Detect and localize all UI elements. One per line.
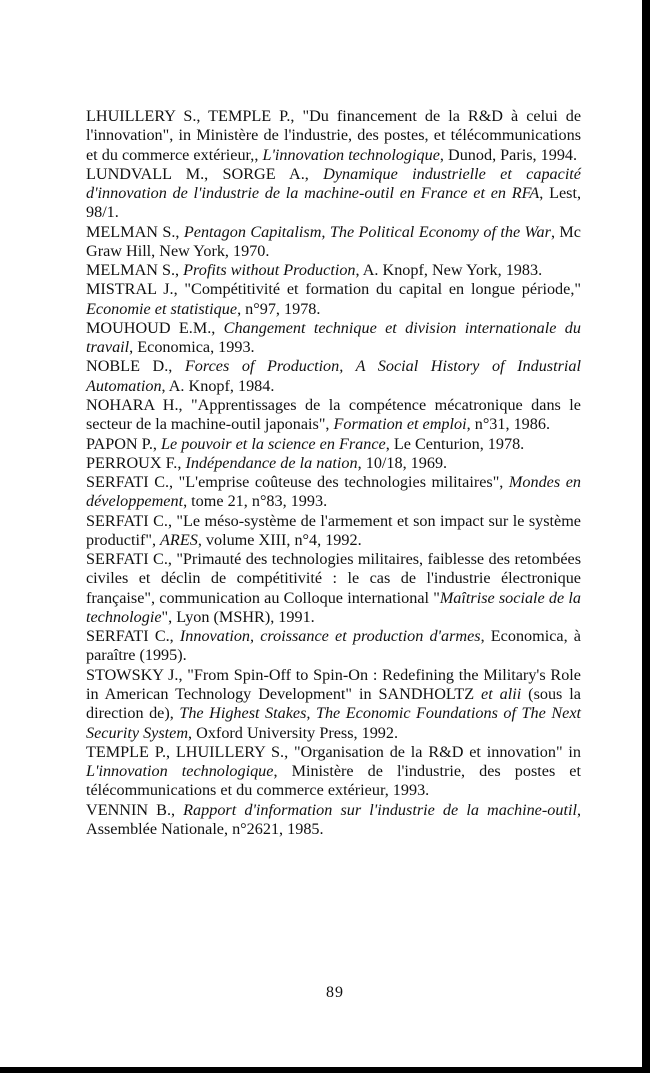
entry-text: , Le Centurion, 1978.	[385, 434, 525, 453]
entry-text: (sous la direction de),	[86, 684, 581, 723]
entry-title-italic: Profits without Production	[183, 261, 356, 280]
entry-text: LHUILLERY S., TEMPLE P., "Du financement de la R&D à celui de l'innovation", in Ministère de l'industrie, des postes, et télécommunications et du commerce extérieur,,	[86, 107, 581, 164]
entry-text: , Ministère de l'industrie, des postes et télécommunications et du commerce extérieur, 1993.	[86, 762, 581, 800]
entry-text: VENNIN B.,	[86, 800, 184, 819]
bibliography-entry	[86, 107, 581, 165]
bibliography-entry	[86, 319, 581, 358]
bibliography-entry	[86, 627, 581, 666]
entry-text: , A. Knopf, 1984.	[161, 376, 275, 395]
entry-title-italic: The Highest Stakes, The Economic Foundations of The Next Security System	[86, 704, 582, 742]
entry-title-italic: Mondes en développement	[86, 473, 582, 511]
bibliography-entry	[86, 512, 581, 551]
entry-text: , tome 21, n°83, 1993.	[183, 492, 328, 511]
entry-text: SERFATI C., "Primauté des technologies militaires, faiblesse des retombées civiles et déclin de compétitivité : le cas de l'industrie électronique française", communication au Colloque international "	[86, 550, 581, 607]
entry-text: , n°31, 1986.	[466, 415, 550, 434]
entry-text: , 10/18, 1969.	[357, 453, 448, 472]
entry-text: MELMAN S.,	[86, 261, 184, 280]
bibliography-entry	[86, 223, 581, 262]
entry-title-italic: Indépendance de la nation	[185, 453, 358, 472]
entry-title-italic: ARES	[160, 530, 198, 549]
bibliography-entry	[86, 743, 581, 801]
bibliography-entry	[86, 357, 581, 396]
entry-text: PAPON P.,	[86, 434, 161, 453]
bibliography-entry	[86, 801, 581, 840]
entry-text: , Dunod, Paris, 1994.	[439, 145, 578, 164]
bibliography-entry	[86, 396, 581, 435]
entry-title-italic: L'innovation technologique	[86, 762, 274, 781]
bibliography-entry	[86, 550, 581, 627]
entry-text: STOWSKY J., "From Spin-Off to Spin-On : Redefining the Military's Role in American Technology Development" in SANDHOLTZ	[86, 665, 581, 703]
bibliography-entry	[86, 261, 581, 280]
entry-title-italic: Forces of Production, A Social History of Industrial Automation	[86, 357, 581, 395]
entry-text: , Economica, 1993.	[129, 338, 255, 357]
entry-text: SERFATI C., "L'emprise coûteuse des technologies militaires",	[86, 473, 509, 492]
entry-title-italic: Changement technique et division internationale du travail	[86, 318, 581, 357]
entry-text: , Lest, 98/1.	[86, 184, 581, 222]
entry-text: , A. Knopf, New York, 1983.	[355, 261, 543, 280]
bibliography-list	[86, 107, 581, 839]
page-number: 89	[326, 984, 344, 1001]
entry-title-italic: Pentagon Capitalism, The Political Economy of the War	[183, 222, 551, 241]
entry-text: NOHARA H., "Apprentissages de la compétence mécatronique dans le secteur de la machine-outil japonais",	[86, 395, 581, 434]
entry-text: NOBLE D.,	[86, 357, 185, 376]
entry-text: TEMPLE P., LHUILLERY S., "Organisation de la R&D et innovation" in	[86, 742, 581, 761]
entry-title-italic: Dynamique industrielle et capacité d'innovation de l'industrie de la machine-outil en France et en RFA	[86, 164, 581, 203]
bibliography-entry	[86, 454, 581, 473]
bibliography-entry	[86, 435, 581, 454]
entry-title-italic: Innovation, croissance et production d'armes	[179, 627, 481, 646]
entry-text: , Economica, à paraître (1995).	[86, 627, 581, 665]
bibliography-entry	[86, 473, 581, 512]
entry-text: SERFATI C.,	[86, 627, 180, 646]
entry-title-italic: Rapport d'information sur l'industrie de la machine-outil	[183, 800, 577, 819]
scan-border-bottom	[0, 1067, 650, 1073]
bibliography-entry	[86, 666, 581, 743]
entry-title-italic: L'innovation technologique	[262, 145, 440, 164]
entry-text: , Mc Graw Hill, New York, 1970.	[86, 222, 581, 260]
entry-text: SERFATI C., "Le méso-système de l'armement et son impact sur le système productif",	[86, 511, 581, 549]
entry-title-italic: Formation et emploi	[333, 415, 467, 434]
entry-text: , Assemblée Nationale, n°2621, 1985.	[86, 800, 581, 838]
entry-text: , volume XIII, n°4, 1992.	[197, 530, 362, 549]
entry-text: ", Lyon (MSHR), 1991.	[161, 607, 315, 626]
entry-text: MISTRAL J., "Compétitivité et formation du capital en longue période,"	[86, 280, 581, 299]
entry-title-italic: et alii	[481, 684, 522, 703]
entry-text: PERROUX F.,	[86, 453, 186, 472]
entry-text: , n°97, 1978.	[237, 299, 321, 318]
entry-text: , Oxford University Press, 1992.	[188, 723, 399, 742]
entry-text: LUNDVALL M., SORGE A.,	[86, 164, 324, 183]
entry-text: MELMAN S.,	[86, 222, 184, 241]
entry-text: MOUHOUD E.M.,	[86, 318, 224, 337]
entry-title-italic: Economie et statistique	[86, 299, 238, 318]
bibliography-entry	[86, 280, 581, 319]
bibliography-entry	[86, 165, 581, 223]
entry-title-italic: Le pouvoir et la science en France	[160, 434, 386, 453]
entry-title-italic: Maîtrise sociale de la technologie	[86, 588, 582, 626]
scan-border-right	[642, 0, 650, 1073]
